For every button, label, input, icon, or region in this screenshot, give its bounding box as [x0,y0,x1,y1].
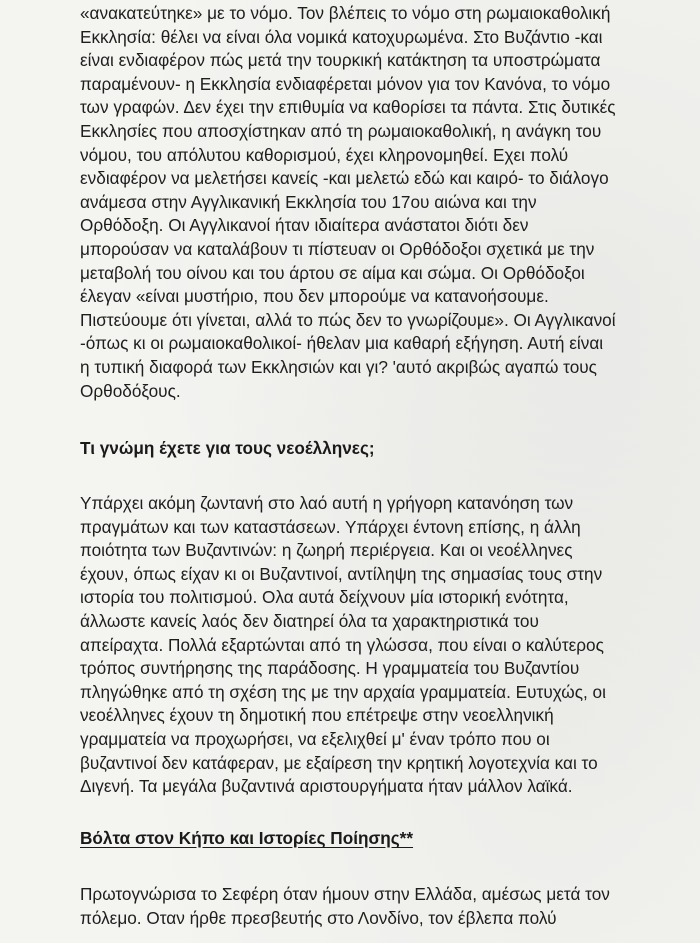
paragraph-line: είναι ενδιαφέρον πώς μετά την τουρκική κατάκτηση τα υποστρώματα [80,50,601,71]
paragraph-line: μπορούσαν να καταλάβουν τι πίστευαν οι Ορθόδοξοι σχετικά με την [80,238,595,259]
paragraph-line: των γραφών. Δεν έχει την επιθυμία να καθορίσει τα πάντα. Στις δυτικές [80,97,616,118]
paragraph-line: βυζαντινοί δεν κατάφεραν, με εξαίρεση την κρητική λογοτεχνία και το [80,752,598,773]
section-heading-garden-walk: Βόλτα στον Κήπο και Ιστορίες Ποίησης** [80,828,414,848]
paragraph-2 [80,492,692,799]
paragraph-line: γραμματεία να προχωρήσει, να εξελιχθεί μ' έναν τρόπο που οι [80,728,550,749]
paragraph-1 [80,2,692,403]
paragraph-line: Ορθόδοξη. Οι Αγγλικανοί ήταν ιδιαίτερα ανάστατοι διότι δεν [80,215,529,236]
paragraph-line: ανάμεσα στην Αγγλικανική Εκκλησία του 17ου αιώνα και την [80,191,537,212]
paragraph-line: νεοέλληνες έχουν τη δημοτική που επέτρεψε στην νεοελληνική [80,705,554,726]
paragraph-line: Πιστεύουμε ότι γίνεται, αλλά το πώς δεν το γνωρίζουμε». Οι Αγγλικανοί [80,309,616,330]
paragraph-3 [80,883,692,930]
paragraph-line: νόμου, του απόλυτου καθορισμού, έχει κληρονομηθεί. Εχει πολύ [80,144,569,165]
paragraph-line: έχουν, όπως είχαν κι οι Βυζαντινοί, αντίληψη της σημασίας τους στην [80,563,603,584]
paragraph-line: άλλωστε κανείς λαός δεν διατηρεί όλα τα χαρακτηριστικά του [80,610,539,631]
paragraph-line: ενδιαφέρον να μελετήσει κανείς -και μελετώ εδώ και καιρό- το διάλογο [80,168,609,189]
paragraph-line: Εκκλησία: θέλει να είναι όλα νομικά κατοχυρωμένα. Στο Βυζάντιο -και [80,26,603,47]
paragraph-line: πόλεμο. Οταν ήρθε πρεσβευτής στο Λονδίνο, τον έβλεπα πολύ [80,907,557,928]
paragraph-line: τρόπος συντήρησης της παράδοσης. Η γραμματεία του Βυζαντίου [80,658,580,679]
paragraph-line: Εκκλησίες που αποσχίστηκαν από τη ρωμαιοκαθολική, η ανάγκη του [80,120,602,141]
paragraph-line: μεταβολή του οίνου και του άρτου σε αίμα και σώμα. Οι Ορθόδοξοι [80,262,585,283]
paragraph-line: Ορθοδόξους. [80,380,181,401]
paragraph-line: -όπως κι οι ρωμαιοκαθολικοί- ήθελαν μια καθαρή εξήγηση. Αυτή είναι [80,333,604,354]
paragraph-line: ιστορία του πολιτισμού. Ολα αυτά δείχνουν μία ιστορική ενότητα, [80,587,569,608]
paragraph-line: πληγώθηκε από τη σχέση της με την αρχαία γραμματεία. Ευτυχώς, οι [80,681,606,702]
paragraph-line: η τυπική διαφορά των Εκκλησιών και γι? 'αυτό ακριβώς αγαπώ τους [80,356,597,377]
paragraph-line: απείραχτα. Πολλά εξαρτώνται από τη γλώσσα, που είναι ο καλύτερος [80,634,604,655]
paragraph-line: παραμένουν- η Εκκλησία ενδιαφέρεται μόνον για τον Κανόνα, το νόμο [80,73,611,94]
paragraph-line: πραγμάτων και των καταστάσεων. Υπάρχει έντονη επίσης, η άλλη [80,516,581,537]
paragraph-line: «ανακατεύτηκε» με το νόμο. Τον βλέπεις το νόμο στη ρωμαιοκαθολική [80,3,611,23]
paragraph-line: Διγενή. Τα μεγάλα βυζαντινά αριστουργήματα ήταν μάλλον λαϊκά. [80,776,573,797]
paragraph-line: Υπάρχει ακόμη ζωντανή στο λαό αυτή η γρήγορη κατανόηση των [80,493,574,513]
section-heading-neohellenes: Τι γνώμη έχετε για τους νεοέλληνες; [80,438,375,458]
paragraph-line: ποιότητα των Βυζαντινών: η ζωηρή περιέργεια. Και οι νεοέλληνες [80,540,573,561]
paragraph-line: Πρωτογνώρισα το Σεφέρη όταν ήμουν στην Ελλάδα, αμέσως μετά τον [80,884,610,904]
paragraph-line: έλεγαν «είναι μυστήριο, που δεν μπορούμε να κατανοήσουμε. [80,286,549,307]
